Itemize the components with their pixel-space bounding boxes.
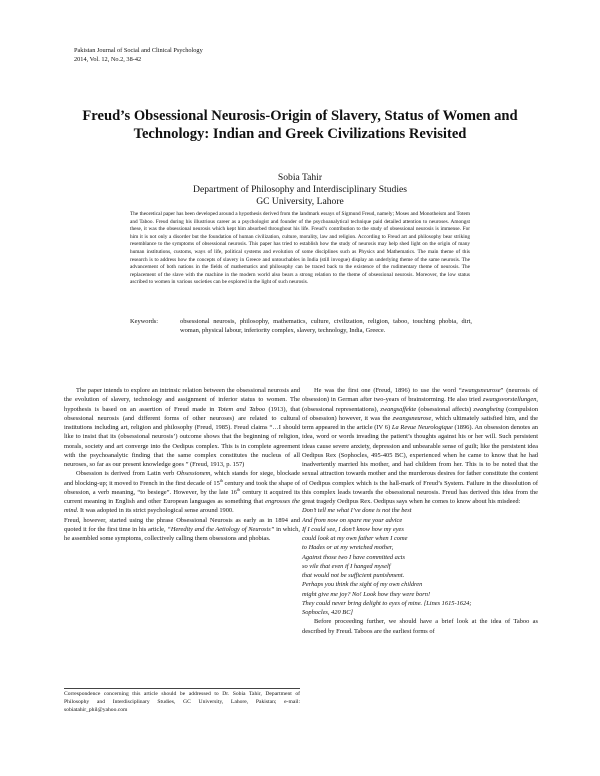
- quote-line: Sophocles, 420 BC]: [302, 609, 353, 616]
- correspondence-footnote: Correspondence concerning this article should be addressed to Dr. Sobia Tahir, Department of Philosophy and Interdisciplinary Studies, GC University, Lahore, Pakistan; e-mail: sobiatahir_phil@yahoo.com: [64, 691, 300, 713]
- quote-line: They could never bring delight to eyes of mine. [Lines 1615-1624;: [302, 599, 472, 607]
- right-paragraph-2: Before proceeding further, we should have a brief look at the idea of Taboo as described by Freud. Taboos are the earliest forms of: [302, 618, 538, 635]
- keywords: [130, 317, 475, 335]
- quote-line: so vile that even if I hanged myself: [302, 562, 391, 570]
- left-paragraph-2: Obsession is derived from Latin verb Obsessionem, which stands for siege, blockade and blocking-up; it moved to French in the first decade of 15th century and took the shape of obsession, a verb meaning, “to besiege”. However, by the late 16th century it acquired its current meaning in English and other European languages as something that engrosses the mind. It was adopted in its strict psychological sense around 1900.: [64, 470, 300, 515]
- abstract: The theoretical paper has been developed around a hypothesis derived from the landmark essays of Sigmund Freud, namely; Moses and Monotheism and Totem and Taboo. Freud during his illustrious career as a psychologist and founder of the psychoanalytical technique paid detailed attention to neuroses. Amongst these, it was the obsessional neurosis which kept him absorbed throughout his life. Freud’s contribution to the study of obsessional neurosis is immense. For him it is not only a disorder but the foundation of human civilization, culture, morality, law and religion. According to Freud art and philosophy bear striking resemblance to the symptoms of obsessional neurosis. This paper has tried to establish how the study of neurosis may help shed light on the origin of many human institutions, customs, ways of life, political systems and evolution of some disciplines such as Physics and Mathematics. The main theme of this research is to address how the concepts of slavery in Greece and untouchables in India (still invogue) display an underlying theme of the same neurosis. The advancement of both nations in the fields of mathematics and philosophy can be traced back to the existence of the rudimentary theme of neurosis. The replacement of the slave with the machine in the modern world also bears a strong relation to the theme of obsessional neurosis. Moreover, the low status ascribed to women in various societies can be explored in the light of such neurosis.: [130, 211, 470, 286]
- right-column: [302, 386, 538, 636]
- keywords-label: Keywords:: [130, 318, 159, 325]
- quote-line: could look at my own father when I come: [302, 535, 408, 542]
- quote-line: Against those two I have committed acts: [302, 553, 405, 561]
- quote-line: Don’t tell me what I’ve done is not the best: [302, 507, 412, 515]
- left-paragraph-3: Freud, however, started using the phrase Obsessional Neurosis as early as in 1894 and quoted it for the first time in his article, “Heredity and the Aetiology of Neurosis” in which, he assembled some symptoms, collectively calling them obsessions and phobias.: [64, 516, 300, 542]
- quote-line: that would not be sufficient punishment.: [302, 572, 405, 579]
- oedipus-quote: [302, 506, 538, 617]
- author-name: Sobia Tahir: [277, 172, 323, 183]
- right-paragraph-1: He was the first one (Freud, 1896) to use the word “zwangsneurose” (neurosis of obsession) in German after two-years of brainstorming. He also tried zwangsvorstellungen, (obsessional representations), zwangsaffekte (obsessional affects) zwangheing (compulsion of obsession) however, it was the zwangsneurose, which ultimately satisfied him, and the term appeared in the article (IV 6) La Revue Neurologique (1896). An obsession denotes an idea, word or words invading the patient’s thoughts against his or her will. Such persistent ideas cause severe anxiety, depression and unbearable sense of guilt; like the persistent idea Oedipus Rex (Sophocles, 495-405 BC), experienced when he came to know that he had inadvertently married his mother, and had children from her. This is to be noted that the sexual attraction towards mother and the murderous desires for father constitute the content of Oedipus complex which is the hall-mark of Freud’s System. Failure in the dissolution of this complex leads towards the obsessional neurosis. Freud has derived this idea from the great tragedy Oedipus Rex. Oedipus says when he comes to know about his misdeed:: [302, 387, 539, 505]
- quote-line: might give me joy? No! Look how they were born!: [302, 590, 431, 598]
- left-paragraph-1: The paper intends to explore an intrinsic relation between the obsessional neurosis and the evolution of slavery, technology and assignment of inferior status to women. The hypothesis is based on an assertion of Freud made in Totem and Taboo (1913), that obsessional neurosis (and different forms of other neuroses) are related to cultural institutions including art, religion and philosophy (Freud, 1985). Freud claims “…I should like to insist that its (obsessional neurosis’) outcome shows that the beginning of religion, morals, society and art converge into the Oedipus complex. This is in complete agreement with the psychoanalytic finding that the same complex constitutes the nucleus of all neuroses, so far as our present knowledge goes ” (Freud, 1913, p. 157): [64, 387, 300, 468]
- quote-line: Perhaps you think the sight of my own children: [302, 581, 423, 589]
- journal-issue: 2014, Vol. 12, No.2, 38-42: [74, 56, 142, 63]
- keywords-text: obsessional neurosis, philosophy, mathematics, culture, civilization, religion, taboo, touching phobia, dirt, woman, physical labour, inferiority complex, slavery, technology, India, Greece.: [180, 318, 472, 334]
- author-department: Department of Philosophy and Interdisciplinary Studies: [193, 184, 407, 195]
- quote-line: to Hades or at my wretched mother,: [302, 544, 394, 552]
- author-university: GC University, Lahore: [256, 196, 344, 207]
- footnote-divider: [64, 688, 300, 689]
- journal-header: [74, 46, 203, 64]
- quote-line: And from now on spare me your advice: [302, 516, 403, 524]
- left-column: [64, 386, 300, 543]
- journal-name: Pakistan Journal of Social and Clinical Psychology: [74, 47, 203, 54]
- quote-line: If I could see, I don’t know how my eyes: [302, 525, 404, 533]
- paper-title: Freud’s Obsessional Neurosis-Origin of Slavery, Status of Women and Technology: Indian and Greek Civilizations Revisited: [82, 108, 518, 142]
